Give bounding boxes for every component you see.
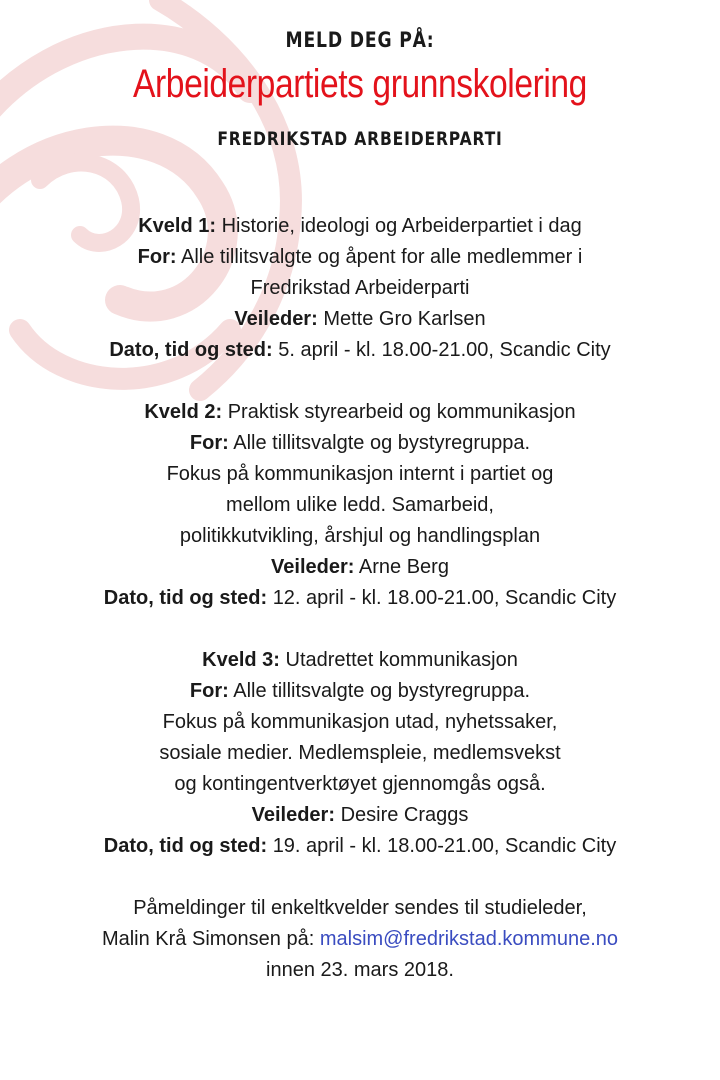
evening-audience: For: Alle tillitsvalgte og åpent for alle medlemmer i	[137, 246, 583, 268]
evening-1	[20, 211, 700, 366]
registration-line: Påmeldinger til enkeltkvelder sendes til studieleder,	[133, 897, 587, 919]
evening-guide: Veileder: Desire Craggs	[251, 804, 469, 826]
evening-topic: Kveld 3: Utadrettet kommunikasjon	[202, 649, 518, 671]
evening-description: Fokus på kommunikasjon internt i partiet og	[166, 463, 554, 485]
evening-topic: Kveld 2: Praktisk styrearbeid og kommunikasjon	[144, 401, 576, 423]
registration-deadline: innen 23. mars 2018.	[266, 959, 454, 981]
organization-name: FREDRIKSTAD ARBEIDERPARTI	[217, 128, 503, 150]
evening-description: og kontingentverktøyet gjennomgås også.	[174, 773, 546, 795]
evening-audience: For: Alle tillitsvalgte og bystyregruppa.	[189, 680, 531, 702]
registration-info	[20, 893, 700, 986]
evening-when: Dato, tid og sted: 19. april - kl. 18.00-21.00, Scandic City	[103, 835, 617, 857]
evening-3	[20, 645, 700, 862]
evening-when: Dato, tid og sted: 5. april - kl. 18.00-21.00, Scandic City	[109, 339, 611, 361]
evening-guide: Veileder: Arne Berg	[271, 556, 449, 578]
evening-description: Fokus på kommunikasjon utad, nyhetssaker,	[162, 711, 558, 733]
kicker: MELD DEG PÅ:	[285, 28, 435, 52]
evening-2	[20, 397, 700, 614]
evening-description: sosiale medier. Medlemspleie, medlemsvekst	[159, 742, 561, 764]
evening-when: Dato, tid og sted: 12. april - kl. 18.00-21.00, Scandic City	[103, 587, 617, 609]
evening-guide: Veileder: Mette Gro Karlsen	[234, 308, 486, 330]
evening-description: politikkutvikling, årshjul og handlingsplan	[179, 525, 541, 547]
evening-description: Fredrikstad Arbeiderparti	[250, 277, 470, 299]
email-link[interactable]: malsim@fredrikstad.kommune.no	[319, 928, 619, 950]
registration-contact: Malin Krå Simonsen på: malsim@fredrikstad.kommune.no	[101, 928, 619, 950]
evening-description: mellom ulike ledd. Samarbeid,	[226, 494, 494, 516]
evening-audience: For: Alle tillitsvalgte og bystyregruppa.	[189, 432, 531, 454]
page-title: Arbeiderpartiets grunnskolering	[133, 62, 587, 106]
evening-topic: Kveld 1: Historie, ideologi og Arbeiderpartiet i dag	[138, 215, 582, 237]
